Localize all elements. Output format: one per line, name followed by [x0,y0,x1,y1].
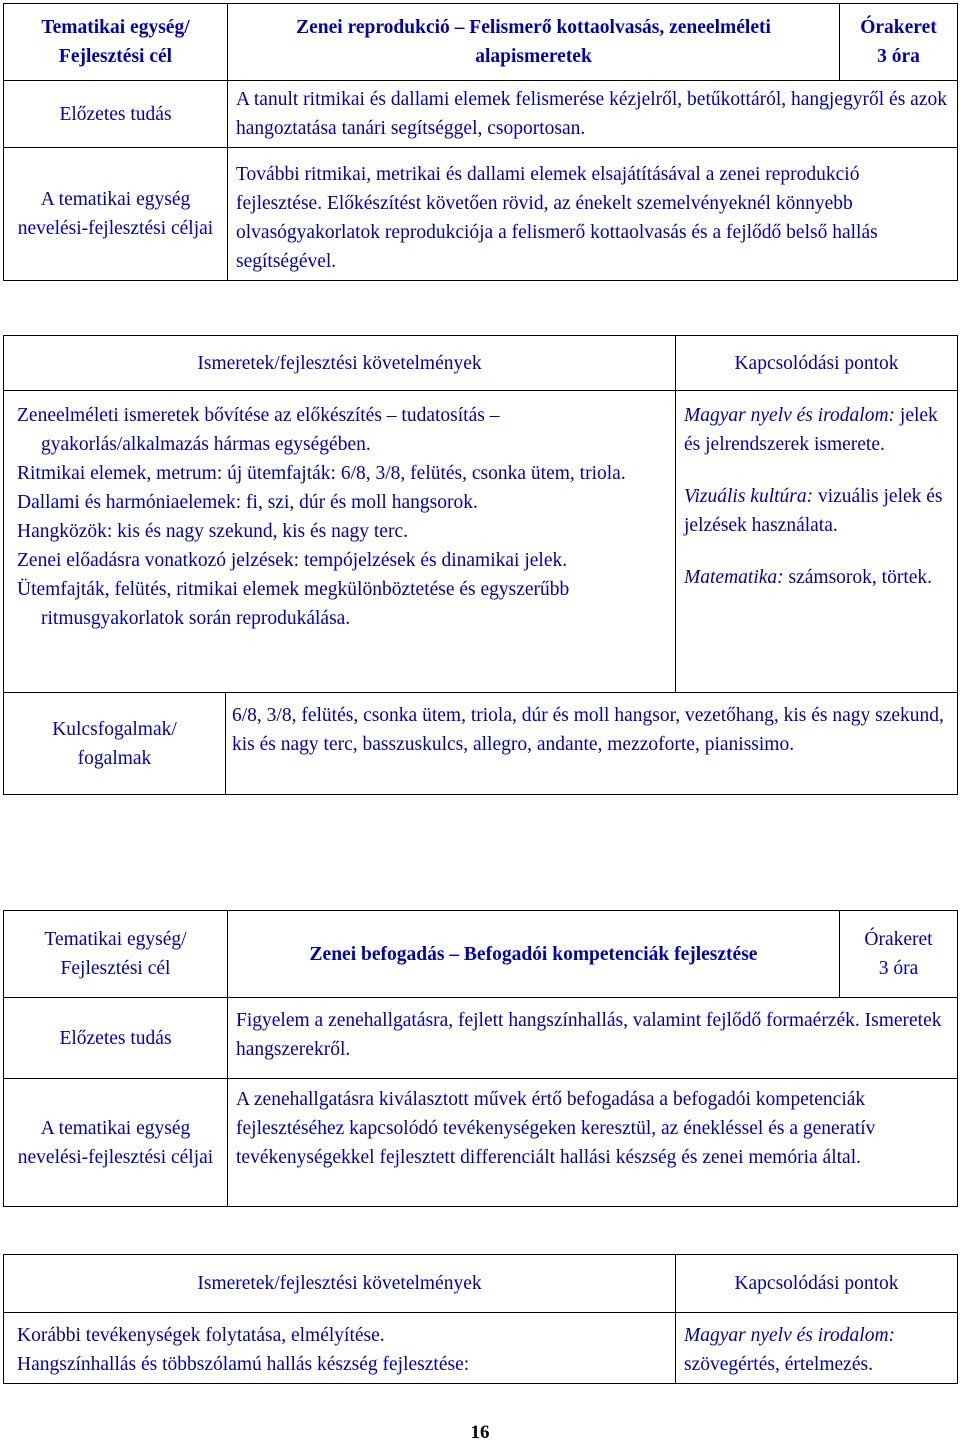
connection-subject: Matematika: [684,567,784,588]
unit2-hours-label: Órakeret [864,929,933,950]
unit1-hours-cell [840,4,958,81]
unit2-requirements-table [3,1254,958,1384]
connection-text: jelek és jelrendszerek ismerete. [684,405,938,455]
unit2-topic-title: Zenei befogadás – Befogadói kompetenciák fejlesztése [228,911,840,998]
unit1-goals-text: További ritmikai, metrikai és dallami elemek elsajátításával a zenei reprodukció fejlesztése. Előkészítést követően rövid, az énekelt szemelvényeknél könnyebb olvasógyakorlatok reprodukciója a felismerő kottaolvasás és a fejlődő belső hallás segítségével. [228,148,958,281]
unit1-topic-label: Tematikai egység/ Fejlesztési cél [4,4,228,81]
requirement-item: Zeneelméleti ismeretek bővítése az előkészítés – tudatosítás – gyakorlás/alkalmazás hármas egységében. [17,405,500,455]
connection-text: vizuális jelek és jelzések használata. [684,486,943,536]
unit1-requirements-table [3,335,958,795]
page-number: 16 [470,1422,490,1443]
connection-subject: Magyar nyelv és irodalom: [684,1325,896,1346]
unit2-requirements-header: Ismeretek/fejlesztési követelmények [4,1255,676,1313]
unit1-connections-header: Kapcsolódási pontok [676,336,958,391]
unit2-requirements-list [4,1313,676,1384]
unit1-prior-label: Előzetes tudás [4,81,228,148]
unit1-goals-label: A tematikai egység nevelési-fejlesztési céljai [4,148,228,281]
connection-subject: Magyar nyelv és irodalom: [684,405,896,426]
unit2-hours-value: 3 óra [878,958,919,979]
unit1-keywords-text: 6/8, 3/8, felütés, csonka ütem, triola, dúr és moll hangsor, vezetőhang, kis és nagy szekund, kis és nagy terc, basszuskulcs, allegro, andante, mezzoforte, pianissimo. [226,693,958,795]
connection-text: számsorok, törtek. [788,567,933,588]
unit1-keywords-label: Kulcsfogalmak/ fogalmak [4,693,226,795]
requirement-item: Ütemfajták, felütés, ritmikai elemek megkülönböztetése és egyszerűbb ritmusgyakorlatok során reprodukálása. [17,579,570,629]
unit2-prior-text: Figyelem a zenehallgatásra, fejlett hangszínhallás, valamint fejlődő formaérzék. Ismeretek hangszerekről. [228,998,958,1079]
unit2-header-table [3,910,958,1207]
unit1-prior-text: A tanult ritmikai és dallami elemek felismerése kézjelről, betűkottáról, hangjegyről és azok hangoztatása tanári segítséggel, csoportosan. [228,81,958,148]
unit2-prior-label: Előzetes tudás [4,998,228,1079]
requirement-item: Hangszínhallás és többszólamú hallás készség fejlesztése: [17,1354,470,1375]
requirement-item: Hangközök: kis és nagy szekund, kis és nagy terc. [17,521,408,542]
requirement-item: Ritmikai elemek, metrum: új ütemfajták: 6/8, 3/8, felütés, csonka ütem, triola. [17,463,626,484]
unit1-connections-list [676,391,958,693]
connection-subject: Vizuális kultúra: [684,486,814,507]
connection-text: szövegértés, értelmezés. [684,1354,873,1375]
unit2-hours-cell [840,911,958,998]
unit2-topic-label: Tematikai egység/ Fejlesztési cél [4,911,228,998]
unit1-requirements-list [4,391,676,693]
unit2-connections-header: Kapcsolódási pontok [676,1255,958,1313]
unit2-goals-label: A tematikai egység nevelési-fejlesztési céljai [4,1079,228,1207]
requirement-item: Dallami és harmóniaelemek: fi, szi, dúr és moll hangsorok. [17,492,478,513]
connection-item [684,482,951,540]
unit1-hours-label: Órakeret [860,17,937,38]
unit1-hours-value: 3 óra [877,46,920,67]
requirement-item: Korábbi tevékenységek folytatása, elmélyítése. [17,1325,385,1346]
connection-item [684,563,951,592]
unit1-topic-title: Zenei reprodukció – Felismerő kottaolvasás, zeneelméleti alapismeretek [228,4,840,81]
unit2-goals-text: A zenehallgatásra kiválasztott művek értő befogadása a befogadói kompetenciák fejlesztéséhez kapcsolódó tevékenységeken keresztül, az énekléssel és a generatív tevékenységekkel fejlesztett differenciált hallási készség és zenei memória által. [228,1079,958,1207]
unit1-header-table [3,3,958,281]
unit2-connections-list [676,1313,958,1384]
requirement-item: Zenei előadásra vonatkozó jelzések: tempójelzések és dinamikai jelek. [17,550,568,571]
unit1-requirements-header: Ismeretek/fejlesztési követelmények [4,336,676,391]
connection-item [684,401,951,459]
connection-item [684,1321,951,1379]
